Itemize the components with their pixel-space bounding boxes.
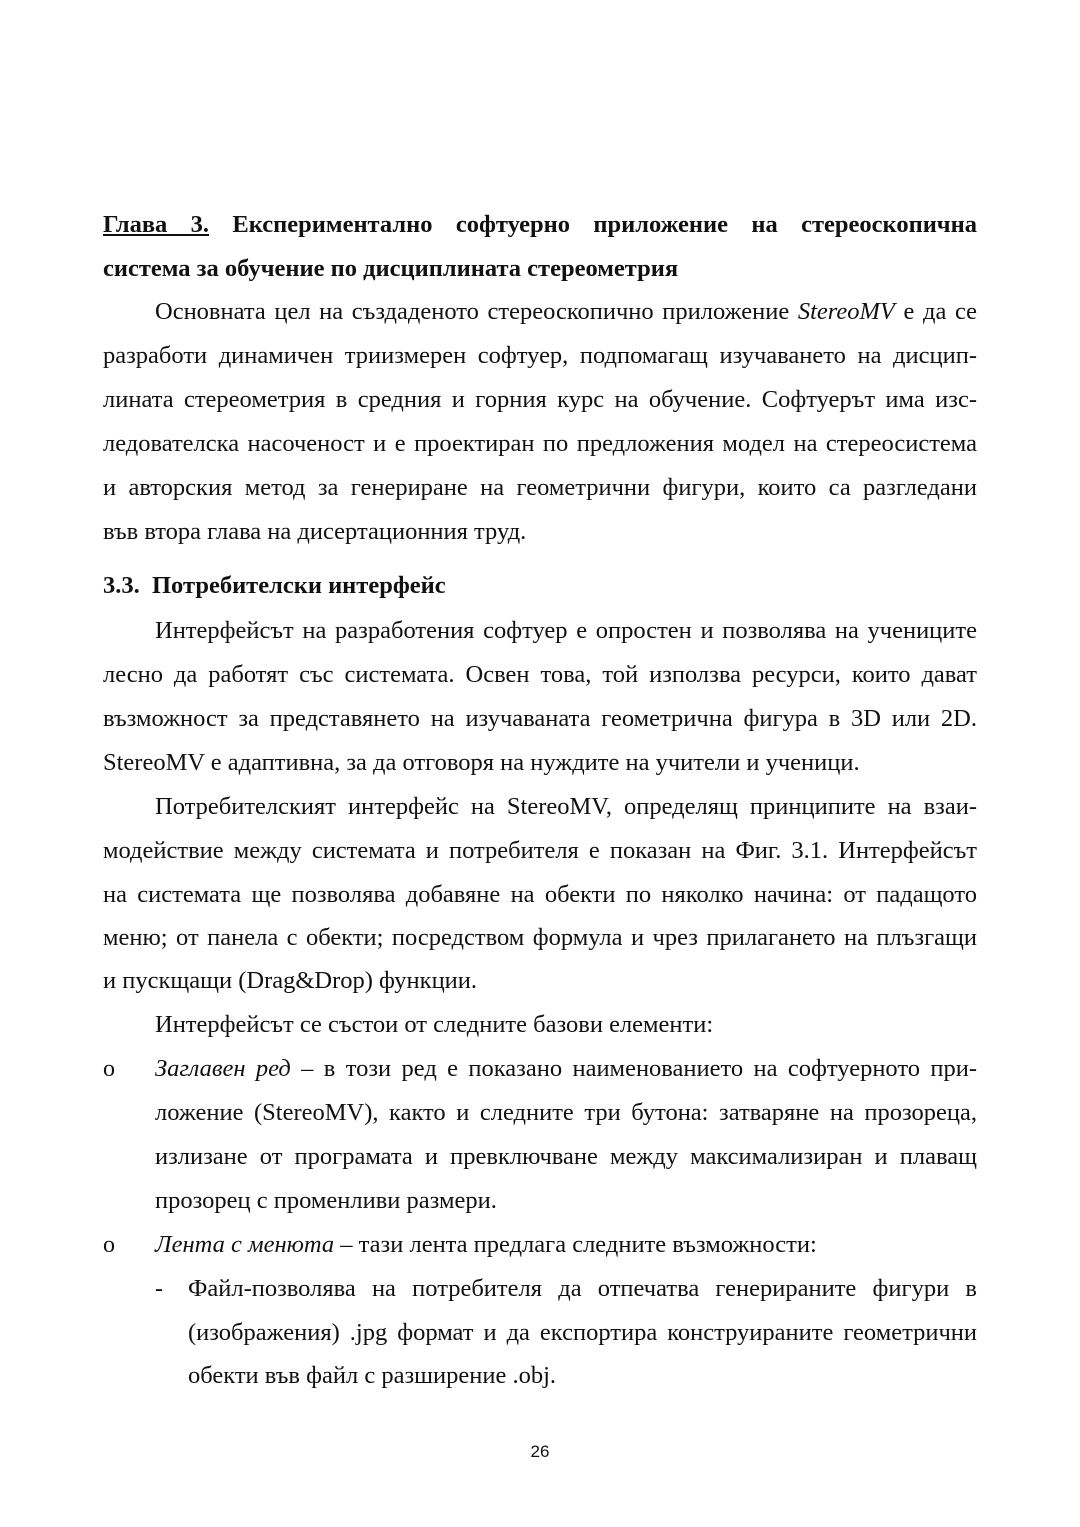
intro-line [155, 290, 977, 334]
sublist-item-line: Файл-позволява на потребителя да отпечатва генерираните фигури в [188, 1275, 977, 1302]
app-name-italic: StereoMV [797, 298, 895, 325]
intro-line: ледователска насоченост и е проектиран по предложения модел на стереосистема [103, 430, 977, 457]
intro-line: лината стереометрия в средния и горния курс на обучение. Софтуерът има изс- [103, 386, 977, 413]
list-item-line: прозорец с променливи размери. [155, 1187, 497, 1214]
paragraph-line: на системата ще позволява добавяне на обекти по няколко начина: от падащото [103, 881, 977, 908]
list-bullet: o [103, 1232, 115, 1258]
sublist-item-line: обекти във файл с разширение .obj. [188, 1362, 557, 1389]
paragraph-line: Интерфейсът се състои от следните базови елементи: [155, 1011, 714, 1038]
intro-text: е да се [894, 298, 977, 325]
paragraph-line: Интерфейсът на разработения софтуер е опростен и позволява на учениците [155, 617, 977, 644]
chapter-heading-line2: система за обучение по дисциплината стереометрия [103, 255, 679, 282]
section-heading-text: 3.3. Потребителски интерфейс [103, 572, 446, 599]
chapter-title-part1: Експериментално софтуерно приложение на стереоскопична [232, 211, 977, 238]
intro-line: разработи динамичен триизмерен софтуер, подпомагащ изучаването на дисцип- [103, 342, 977, 369]
list-item-line: излизане от програмата и превключване между максимализиран и плаващ [155, 1143, 977, 1170]
list-term: Лента с менюта [155, 1231, 335, 1258]
intro-line: и авторския метод за генериране на геометрични фигури, които са разгледани [103, 474, 977, 501]
list-term: Заглавен ред [155, 1055, 291, 1082]
intro-line: във втора глава на дисертационния труд. [103, 518, 527, 545]
list-item-line [155, 1047, 977, 1091]
list-text: – в този ред е показано наименованието на софтуерното при- [290, 1055, 977, 1082]
list-item-line: ложение (StereoMV), както и следните три бутона: затваряне на прозореца, [155, 1099, 977, 1126]
page-number: 26 [530, 1442, 550, 1461]
list-item-line [155, 1223, 977, 1267]
section-heading [103, 564, 977, 608]
paragraph-line: лесно да работят със системата. Освен това, той използва ресурси, които дават [103, 661, 977, 688]
intro-text: Основната цел на създаденото стереоскопично приложение [155, 298, 798, 325]
paragraph-line: и пускщащи (Drag&Drop) функции. [103, 967, 478, 994]
paragraph-line: Потребителският интерфейс на StereoMV, определящ принципите на взаи- [155, 793, 977, 820]
paragraph-line: възможност за представянето на изучаваната геометрична фигура в 3D или 2D. [103, 705, 977, 732]
paragraph-line: модействие между системата и потребителя е показан на Фиг. 3.1. Интерфейсът [103, 837, 977, 864]
chapter-label: Глава 3. [103, 211, 210, 238]
paragraph-line: StereoMV е адаптивна, за да отговоря на нуждите на учители и ученици. [103, 749, 860, 776]
sublist-item-line: (изображения) .jpg формат и да експортира конструираните геометрични [188, 1319, 977, 1346]
chapter-heading-line1 [103, 203, 977, 247]
sublist-dash: - [155, 1276, 163, 1302]
list-text: – тази лента предлага следните възможности: [334, 1231, 817, 1258]
paragraph-line: меню; от панела с обекти; посредством формула и чрез прилагането на плъзгащи [103, 924, 977, 951]
list-bullet: o [103, 1056, 115, 1082]
